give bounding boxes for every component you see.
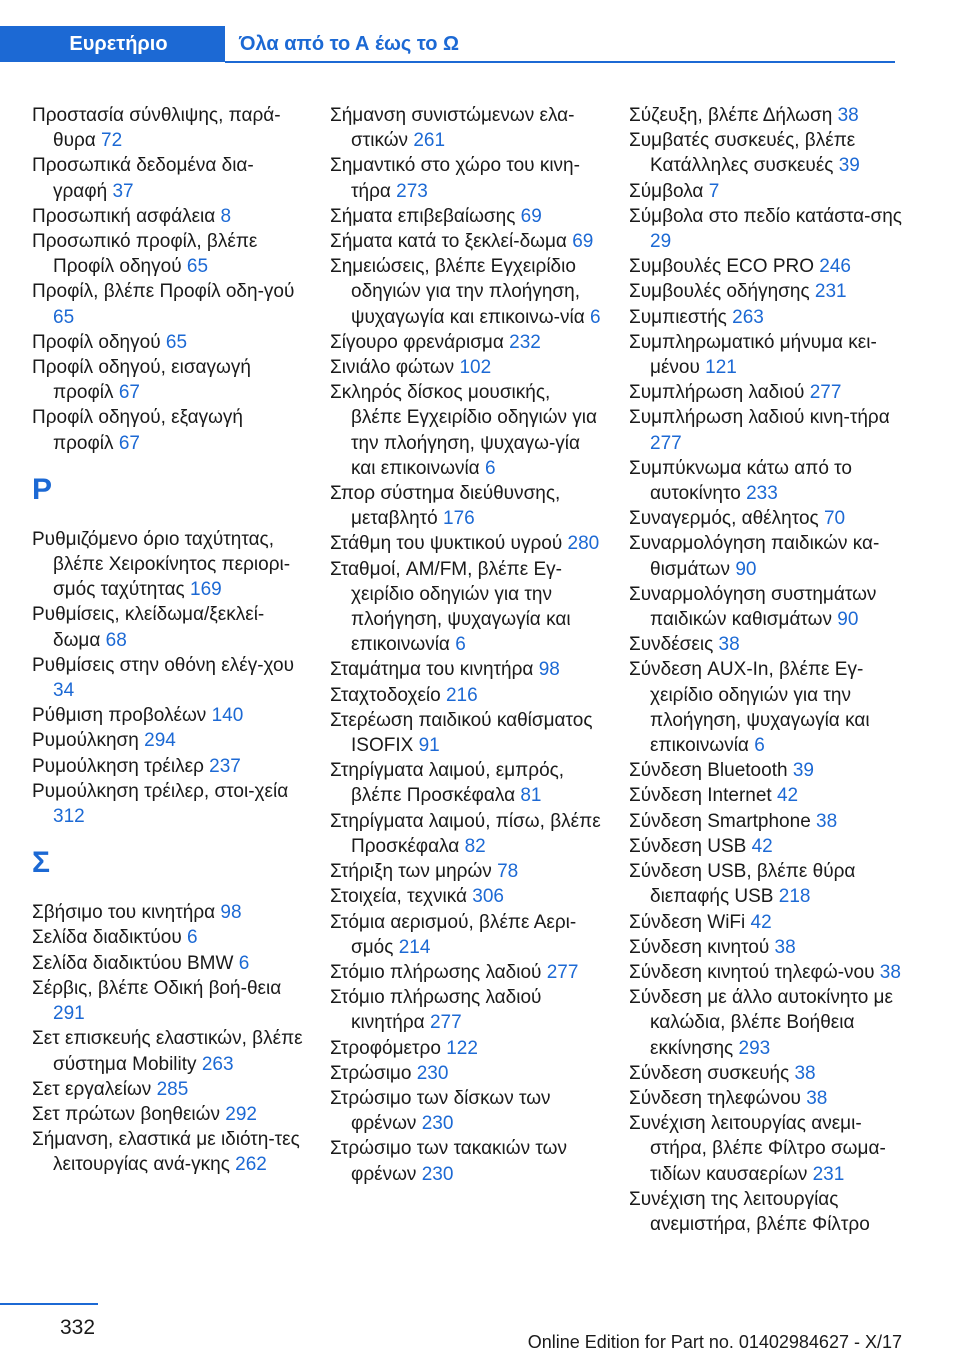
index-entry	[330, 683, 605, 708]
index-entry	[330, 884, 605, 909]
index-entry-text: Συνδέσεις	[629, 634, 714, 656]
index-entry-text: Σίγουρο φρενάρισμα	[330, 331, 504, 353]
index-page-link[interactable]: 231	[814, 281, 847, 303]
index-entry	[32, 951, 307, 976]
index-entry	[629, 1111, 904, 1187]
index-entry-text: Προφίλ οδηγού, εισαγωγή προφίλ	[32, 357, 251, 404]
index-entry	[330, 229, 605, 254]
index-page-link[interactable]: 90	[735, 558, 757, 580]
index-page-link[interactable]: 246	[819, 256, 851, 278]
index-page-link[interactable]: 38	[718, 634, 740, 656]
index-entry	[32, 653, 307, 703]
index-entry-text: Στάθμη του ψυκτικού υγρού	[330, 533, 563, 555]
page-number: 332	[60, 1316, 96, 1339]
index-entry	[629, 910, 904, 935]
index-page-link[interactable]: 263	[201, 1053, 234, 1075]
index-entry	[32, 405, 307, 455]
index-page-link[interactable]: 140	[211, 705, 244, 727]
index-entry	[330, 103, 605, 153]
index-entry-text: Σήμανση συνιστώμενων ελα‐στικών	[330, 105, 575, 152]
index-page-link[interactable]: 293	[738, 1037, 771, 1059]
index-page-link[interactable]: 67	[118, 382, 140, 404]
index-entry-text: Σκληρός δίσκος μουσικής, βλέπε Εγχειρίδιο οδηγιών για την πλοήγηση, ψυχαγω‐γία και επικοινωνία	[330, 382, 598, 479]
index-page-link[interactable]: 230	[421, 1113, 454, 1135]
index-entry	[32, 900, 307, 925]
index-entry	[629, 531, 904, 581]
index-entry	[629, 128, 904, 178]
index-page-link[interactable]: 291	[53, 1003, 85, 1025]
index-page-link[interactable]: 306	[472, 886, 504, 908]
index-page-link[interactable]: 67	[118, 432, 140, 454]
index-entry	[629, 1061, 904, 1086]
index-entry-text: Σύνδεση κινητού τηλεφώ‐νου	[629, 961, 875, 983]
index-entry	[330, 380, 605, 481]
index-page-link[interactable]: 263	[732, 306, 764, 328]
index-entry-text: Συναγερμός, αθέλητος	[629, 508, 819, 530]
index-entry	[32, 527, 307, 603]
index-page-link[interactable]: 122	[446, 1037, 478, 1059]
index-entry	[629, 103, 904, 128]
index-entry	[629, 632, 904, 657]
index-page-link[interactable]: 285	[156, 1078, 189, 1100]
index-entry	[32, 103, 307, 153]
index-page-link[interactable]: 277	[809, 382, 842, 404]
index-page-link[interactable]: 230	[416, 1062, 449, 1084]
index-page-link[interactable]: 262	[235, 1154, 267, 1176]
index-entry-text: Σύνδεση USB, βλέπε θύρα διεπαφής USB	[629, 861, 856, 908]
index-entry-text: Συμπλήρωση λαδιού	[629, 382, 805, 404]
index-entry	[330, 254, 605, 330]
index-entry-text: Σύνδεση τηλεφώνου	[629, 1087, 801, 1109]
index-entry-text: Στόμια αερισμού, βλέπε Αερι‐σμός	[330, 911, 577, 958]
index-entry-text: Προσωπική ασφάλεια	[32, 205, 216, 227]
index-page-link[interactable]: 38	[837, 105, 859, 126]
index-entry	[32, 229, 307, 279]
index-entry-text: Σύνδεση κινητού	[629, 936, 770, 958]
index-entry-text: Σύμβολα στο πεδίο κατάστα‐σης	[629, 205, 902, 227]
index-page-link[interactable]: 42	[750, 911, 772, 933]
index-entry	[629, 1086, 904, 1111]
index-entry	[629, 506, 904, 531]
index-page-link[interactable]: 34	[53, 680, 75, 702]
index-entry	[330, 1036, 605, 1061]
index-entry	[330, 859, 605, 884]
index-entry	[32, 1026, 307, 1076]
index-page-link[interactable]: 102	[459, 357, 492, 379]
index-page-link[interactable]: 39	[792, 760, 814, 782]
index-entry-text: Συμπύκνωμα κάτω από το αυτοκίνητο	[629, 457, 852, 505]
index-entry	[629, 405, 904, 455]
index-page-link[interactable]: 81	[520, 785, 542, 807]
index-entry-text: Σημειώσεις, βλέπε Εγχειρίδιο οδηγιών για την πλοήγηση, ψυχαγωγία και επικοινω‐νία	[330, 256, 585, 328]
index-page-link[interactable]: 42	[751, 835, 773, 857]
index-entry	[629, 254, 904, 279]
index-page-link[interactable]: 6	[187, 927, 198, 949]
index-entry-text: Στηρίγματα λαιμού, εμπρός, βλέπε Προσκέφαλα	[330, 760, 565, 807]
index-entry-text: Σύνδεση Smartphone	[629, 810, 811, 832]
index-entry	[32, 754, 307, 779]
index-page-link[interactable]: 42	[776, 785, 799, 807]
index-page-link[interactable]: 68	[105, 629, 127, 651]
index-column-3	[629, 103, 904, 1237]
index-page-link[interactable]: 82	[464, 835, 486, 857]
index-entry	[330, 330, 605, 355]
index-page-link[interactable]: 72	[101, 130, 123, 152]
index-page-link[interactable]: 273	[396, 180, 428, 202]
index-entry-text: Συμπλήρωση λαδιού κινη‐τήρα	[629, 407, 890, 429]
index-entry-text: Σελίδα διαδικτύου	[32, 927, 182, 949]
index-page-link[interactable]: 232	[509, 331, 541, 353]
index-entry	[330, 1061, 605, 1086]
index-entry-text: Σετ επισκευής ελαστικών, βλέπε σύστημα Mobility	[32, 1028, 303, 1075]
index-entry-text: Σταθμοί, AM/FM, βλέπε Εγ‐χειρίδιο οδηγιών για την πλοήγηση, ψυχαγωγία και επικοινωνία	[330, 558, 571, 656]
index-page-link[interactable]: 70	[823, 508, 846, 530]
index-entry	[32, 703, 307, 728]
index-entry	[32, 976, 307, 1026]
index-page-link[interactable]: 277	[650, 432, 682, 454]
index-entry	[330, 960, 605, 985]
index-entry	[629, 456, 904, 506]
index-page-link[interactable]: 6	[238, 952, 250, 974]
index-entry	[629, 960, 904, 985]
index-entry-text: Συμπιεστής	[629, 306, 727, 328]
footer-rule	[0, 1303, 98, 1305]
index-entry-text: Ρυθμίσεις στην οθόνη ελέγ‐χου	[32, 654, 294, 676]
index-entry	[32, 279, 307, 329]
index-entry	[32, 330, 307, 355]
index-page-link[interactable]: 292	[225, 1103, 257, 1125]
index-entry	[32, 728, 307, 753]
index-entry-text: Ρυθμίσεις, κλείδωμα/ξεκλεί‐δωμα	[32, 604, 265, 651]
index-page-link[interactable]: 6	[484, 457, 496, 479]
index-entry	[629, 657, 904, 758]
index-entry-text: Σετ εργαλείων	[32, 1078, 152, 1100]
index-entry	[629, 179, 904, 204]
index-entry	[330, 910, 605, 960]
index-page-link[interactable]: 218	[778, 886, 811, 908]
index-entry	[330, 657, 605, 682]
index-page-link[interactable]: 69	[520, 205, 542, 227]
index-page-link[interactable]: 233	[746, 483, 778, 505]
index-entry	[330, 1136, 605, 1186]
index-entry-text: Προστασία σύνθλιψης, παρά‐θυρα	[32, 105, 281, 152]
index-entry-text: Στρώσιμο των δίσκων των φρένων	[330, 1087, 551, 1135]
edition-note: Online Edition for Part no. 01402984627 - X/17	[527, 1332, 902, 1352]
index-entry	[330, 985, 605, 1035]
index-entry-text: Σύνδεση Bluetooth	[629, 760, 788, 782]
index-page-link[interactable]: 280	[567, 533, 600, 555]
index-entry-text: Στρώσιμο των τακακιών των φρένων	[330, 1138, 567, 1185]
index-entry-text: Στερέωση παιδικού καθίσματος ISOFIX	[330, 709, 593, 757]
index-entry-text: Σύνδεση WiFi	[629, 911, 746, 933]
index-entry-text: Προφίλ οδηγού	[32, 331, 161, 353]
index-entry	[330, 708, 605, 758]
index-entry-text: Συναρμολόγηση παιδικών κα‐θισμάτων	[629, 533, 880, 580]
tab-index[interactable]: Ευρετήριο	[0, 26, 225, 62]
index-entry	[629, 330, 904, 380]
index-entry	[330, 1086, 605, 1136]
index-page-link[interactable]: 65	[165, 331, 188, 353]
index-entry-text: Συμβατές συσκευές, βλέπε Κατάλληλες συσκευές	[629, 130, 856, 177]
index-entry	[629, 758, 904, 783]
index-entry-text: Σινιάλο φώτων	[330, 357, 455, 379]
index-entry-text: Στήριξη των μηρών	[330, 861, 492, 883]
index-page-link[interactable]: 65	[186, 256, 209, 278]
index-page-link[interactable]: 261	[413, 130, 446, 152]
index-entry	[32, 779, 307, 829]
index-entry-text: Ρυμούλκηση τρέιλερ, στοι‐χεία	[32, 780, 289, 802]
index-page-link[interactable]: 277	[546, 961, 579, 983]
index-entry-text: Σήματα κατά το ξεκλεί‐δωμα	[330, 231, 567, 253]
index-entry	[330, 481, 605, 531]
index-entry	[32, 1127, 307, 1177]
index-entry	[330, 204, 605, 229]
index-entry-text: Ρύθμιση προβολέων	[32, 705, 207, 727]
section-letter: Ρ	[32, 472, 53, 506]
index-entry-text: Προσωπικά δεδομένα δια‐γραφή	[32, 155, 254, 202]
index-entry-text: Σύνδεση συσκευής	[629, 1062, 790, 1084]
index-entry-text: Σύνδεση AUX-In, βλέπε Εγ‐χειρίδιο οδηγιών για την πλοήγηση, ψυχαγωγία και επικοινωνία	[629, 659, 870, 757]
index-entry-text: Προφίλ οδηγού, εξαγωγή προφίλ	[32, 407, 243, 454]
index-page-link[interactable]: 38	[816, 810, 838, 832]
index-page-link[interactable]: 230	[421, 1163, 454, 1185]
tab-underline	[225, 61, 895, 63]
index-page-link[interactable]: 216	[445, 684, 478, 706]
index-entry	[629, 279, 904, 304]
index-entry	[629, 204, 904, 254]
index-entry	[629, 380, 904, 405]
index-page-link[interactable]: 78	[497, 861, 519, 883]
index-entry-text: Σταμάτημα του κινητήρα	[330, 659, 534, 681]
index-page-link[interactable]: 29	[650, 231, 672, 253]
index-entry	[629, 935, 904, 960]
index-entry	[629, 985, 904, 1061]
index-page-link[interactable]: 6	[455, 634, 466, 656]
index-page-link[interactable]: 214	[398, 936, 431, 958]
index-entry-text: Συναρμολόγηση συστημάτων παιδικών καθισμάτων	[629, 583, 877, 631]
index-entry-text: Στρώσιμο	[330, 1062, 412, 1084]
index-page-link[interactable]: 294	[144, 730, 176, 752]
index-entry-text: Συμβουλές οδήγησης	[629, 281, 810, 303]
index-entry-text: Σταχτοδοχείο	[330, 684, 441, 706]
index-page-link[interactable]: 91	[418, 735, 440, 757]
index-page-link[interactable]: 7	[708, 180, 720, 202]
index-entry	[32, 204, 307, 229]
index-page-link[interactable]: 176	[443, 508, 475, 530]
index-page-link[interactable]: 38	[806, 1087, 828, 1109]
index-entry	[629, 783, 904, 808]
index-entry-text: Προσωπικό προφίλ, βλέπε Προφίλ οδηγού	[32, 231, 258, 278]
index-entry	[32, 602, 307, 652]
index-entry	[330, 557, 605, 658]
index-entry	[32, 1077, 307, 1102]
index-page-link[interactable]: 231	[812, 1163, 845, 1185]
index-entry-text: Σπορ σύστημα διεύθυνσης, μεταβλητό	[330, 483, 561, 530]
section-letter: Σ	[32, 846, 51, 880]
index-entry-text: Ρυθμιζόμενο όριο ταχύτητας, βλέπε Χειροκίνητος περιορι‐σμός ταχύτητας	[32, 528, 291, 601]
index-entry-text: Σέρβις, βλέπε Οδική βοή‐θεια	[32, 977, 282, 999]
index-entry-text: Σημαντικό στο χώρο του κινη‐τήρα	[330, 155, 580, 202]
index-page-link[interactable]: 6	[589, 306, 601, 328]
index-entry	[330, 809, 605, 859]
index-column-2	[330, 103, 605, 1187]
index-entry	[32, 1102, 307, 1127]
index-entry-text: Στηρίγματα λαιμού, πίσω, βλέπε Προσκέφαλα	[330, 810, 601, 857]
index-entry	[330, 153, 605, 203]
index-entry-text: Σήματα επιβεβαίωσης	[330, 205, 516, 227]
index-entry-text: Σύνδεση με άλλο αυτοκίνητο με καλώδια, βλέπε Βοήθεια εκκίνησης	[629, 987, 893, 1059]
index-entry-text: Σετ πρώτων βοηθειών	[32, 1103, 220, 1125]
index-entry-text: Συνέχιση λειτουργίας ανεμι‐στήρα, βλέπε Φίλτρο σωμα‐τιδίων καυσαερίων	[629, 1113, 886, 1185]
index-page-link[interactable]: 65	[53, 306, 75, 328]
index-entry-text: Σύνδεση Internet	[629, 785, 772, 807]
index-entry	[629, 809, 904, 834]
index-page-link[interactable]: 169	[190, 579, 222, 601]
index-entry-text: Σελίδα διαδικτύου BMW	[32, 952, 234, 974]
tab-a-to-z[interactable]: Όλα από το Α έως το Ω	[239, 32, 460, 55]
index-entry-text: Συμβουλές ECO PRO	[629, 256, 814, 278]
index-page-link[interactable]: 38	[879, 961, 901, 983]
header-tabs	[0, 26, 895, 62]
index-entry	[32, 355, 307, 405]
index-entry-text: Συμπληρωματικό μήνυμα κει‐μένου	[629, 331, 877, 379]
index-entry-text: Προφίλ, βλέπε Προφίλ οδη‐γού	[32, 281, 295, 303]
index-entry	[32, 153, 307, 203]
index-page-link[interactable]: 8	[220, 205, 232, 227]
index-entry-text: Σύζευξη, βλέπε Δήλωση	[629, 105, 833, 126]
index-entry-text: Στόμιο πλήρωσης λαδιού	[330, 961, 542, 983]
index-entry	[32, 925, 307, 950]
index-page-link[interactable]: 121	[705, 357, 737, 379]
index-page-link[interactable]: 90	[837, 609, 859, 631]
index-page-link[interactable]: 312	[53, 806, 85, 828]
index-entry-text: Σβήσιμο του κινητήρα	[32, 902, 216, 924]
index-page-link[interactable]: 98	[538, 659, 560, 681]
index-page-link[interactable]: 98	[220, 902, 242, 924]
index-page-link[interactable]: 38	[774, 936, 796, 958]
index-page-link[interactable]: 237	[209, 755, 241, 777]
index-entry-text: Σύμβολα	[629, 180, 704, 202]
index-entry	[629, 859, 904, 909]
index-entry	[330, 758, 605, 808]
index-page-link[interactable]: 37	[112, 180, 134, 202]
index-entry-text: Στόμιο πλήρωσης λαδιού κινητήρα	[330, 987, 542, 1034]
index-column-1	[32, 103, 307, 1178]
index-page-link[interactable]: 39	[838, 155, 860, 177]
index-page-link[interactable]: 69	[572, 231, 594, 253]
index-entry	[629, 582, 904, 632]
index-entry	[629, 1187, 904, 1237]
index-page-link[interactable]: 277	[429, 1012, 462, 1034]
index-entry-text: Ρυμούλκηση	[32, 730, 139, 752]
index-entry	[629, 305, 904, 330]
index-entry-text: Στροφόμετρο	[330, 1037, 441, 1059]
index-entry-text: Ρυμούλκηση τρέιλερ	[32, 755, 204, 777]
index-page-link[interactable]: 6	[754, 735, 765, 757]
index-page-link[interactable]: 38	[794, 1062, 816, 1084]
index-entry	[330, 355, 605, 380]
index-entry	[330, 531, 605, 556]
index-entry	[629, 834, 904, 859]
index-entry-text: Σήμανση, ελαστικά με ιδιότη‐τες λειτουργίας ανά‐γκης	[32, 1129, 300, 1176]
index-entry-text: Σύνδεση USB	[629, 835, 747, 857]
index-entry-text: Συνέχιση της λειτουργίας ανεμιστήρα, βλέπε Φίλτρο	[629, 1188, 870, 1235]
index-entry-text: Στοιχεία, τεχνικά	[330, 886, 467, 908]
